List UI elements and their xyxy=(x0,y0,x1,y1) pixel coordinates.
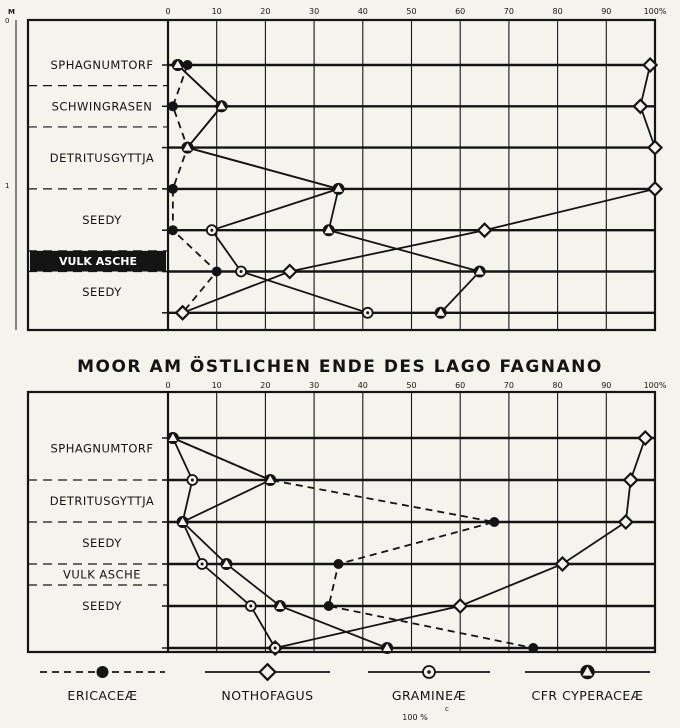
x-tick-label: 0 xyxy=(165,381,171,390)
depth-tick-label: 0 xyxy=(5,17,10,25)
data-point xyxy=(324,601,334,611)
x-tick-label: 90 xyxy=(601,7,612,16)
chart-title: MOOR AM ÖSTLICHEN ENDE DES LAGO FAGNANO xyxy=(77,357,603,377)
data-point xyxy=(246,601,256,611)
lower-panel xyxy=(28,381,667,655)
legend-marker xyxy=(580,665,594,679)
layer-label: SPHAGNUMTORF xyxy=(50,441,154,456)
data-point xyxy=(363,308,373,318)
x-tick-label: 20 xyxy=(260,7,271,16)
data-point xyxy=(168,225,178,235)
x-tick-label: 20 xyxy=(260,381,271,390)
data-point xyxy=(220,558,232,570)
marker-center xyxy=(191,479,194,482)
layer-label: DETRITUSGYTTJA xyxy=(49,150,155,165)
marker-center xyxy=(274,647,277,650)
x-tick-label: 70 xyxy=(503,7,514,16)
x-tick-label: 40 xyxy=(357,7,368,16)
data-point xyxy=(177,516,189,528)
layer-label: SPHAGNUMTORF xyxy=(50,58,154,72)
legend-marker xyxy=(260,664,276,680)
data-point xyxy=(197,559,207,569)
x-tick-label: 40 xyxy=(357,381,368,390)
layer-label: SEEDY xyxy=(82,599,122,613)
legend-note: c xyxy=(445,705,449,713)
x-tick-label: 30 xyxy=(309,381,320,390)
x-tick-label: 70 xyxy=(503,381,514,390)
layer-label: SEEDY xyxy=(82,285,122,300)
data-point xyxy=(216,100,228,112)
legend-label: ERICACEÆ xyxy=(67,688,138,703)
legend xyxy=(40,664,650,713)
data-point xyxy=(619,516,632,529)
data-point xyxy=(236,267,246,277)
data-point xyxy=(187,475,197,485)
legend-label: NOTHOFAGUS xyxy=(221,688,314,703)
layer-label: DETRITUSGYTTJA xyxy=(49,494,155,508)
data-point xyxy=(624,474,637,487)
data-point xyxy=(283,265,296,278)
data-point xyxy=(649,141,662,154)
x-tick-label: 30 xyxy=(309,7,320,16)
upper-panel xyxy=(5,7,667,330)
legend-label: GRAMINEÆ xyxy=(391,688,467,703)
layer-label: VULK ASCHE xyxy=(63,567,141,582)
series-line xyxy=(173,438,533,648)
marker-center xyxy=(210,229,213,232)
data-point xyxy=(333,559,343,569)
data-point xyxy=(181,142,193,154)
data-point xyxy=(270,643,280,653)
legend-marker xyxy=(423,666,435,678)
depth-tick-label: 1 xyxy=(5,182,10,190)
data-point xyxy=(454,600,467,613)
x-axis-label: 100 % xyxy=(402,713,428,722)
depth-unit: M xyxy=(8,8,15,16)
data-point xyxy=(172,59,184,71)
x-tick-label: 80 xyxy=(552,7,563,16)
series-line xyxy=(173,438,387,648)
x-tick-label: 90 xyxy=(601,381,612,390)
data-point xyxy=(168,101,178,111)
x-tick-label: 0 xyxy=(165,7,171,16)
marker-center xyxy=(249,605,252,608)
x-tick-label: 60 xyxy=(455,381,466,390)
data-point xyxy=(167,432,179,444)
data-point xyxy=(182,60,192,70)
data-point xyxy=(435,307,447,319)
data-point xyxy=(489,517,499,527)
data-point xyxy=(168,184,178,194)
data-point xyxy=(634,100,647,113)
data-point xyxy=(323,224,335,236)
marker-center xyxy=(366,311,369,314)
x-tick-label: 60 xyxy=(455,7,466,16)
marker-center xyxy=(240,270,243,273)
data-point xyxy=(639,432,652,445)
data-point xyxy=(264,474,276,486)
x-tick-label: 10 xyxy=(211,381,222,390)
data-point xyxy=(649,182,662,195)
layer-label: SCHWINGRASEN xyxy=(51,99,153,114)
data-point xyxy=(474,266,486,278)
data-point xyxy=(274,600,286,612)
marker-center xyxy=(201,563,204,566)
data-point xyxy=(332,183,344,195)
layer-label: SEEDY xyxy=(82,212,122,227)
layer-label: VULK ASCHE xyxy=(58,255,138,269)
legend-marker xyxy=(97,666,109,678)
marker-center xyxy=(427,670,431,674)
x-tick-label: 100% xyxy=(643,381,667,390)
layer-label: SEEDY xyxy=(82,536,122,550)
data-point xyxy=(478,224,491,237)
x-tick-label: 100% xyxy=(643,7,667,16)
x-tick-label: 50 xyxy=(406,381,417,390)
x-tick-label: 50 xyxy=(406,7,417,16)
data-point xyxy=(528,643,538,653)
x-tick-label: 10 xyxy=(211,7,222,16)
x-tick-label: 80 xyxy=(552,381,563,390)
data-point xyxy=(207,225,217,235)
legend-label: CFR CYPERACEÆ xyxy=(531,688,644,703)
series-line xyxy=(173,438,275,648)
data-point xyxy=(212,267,222,277)
data-point xyxy=(381,642,393,654)
